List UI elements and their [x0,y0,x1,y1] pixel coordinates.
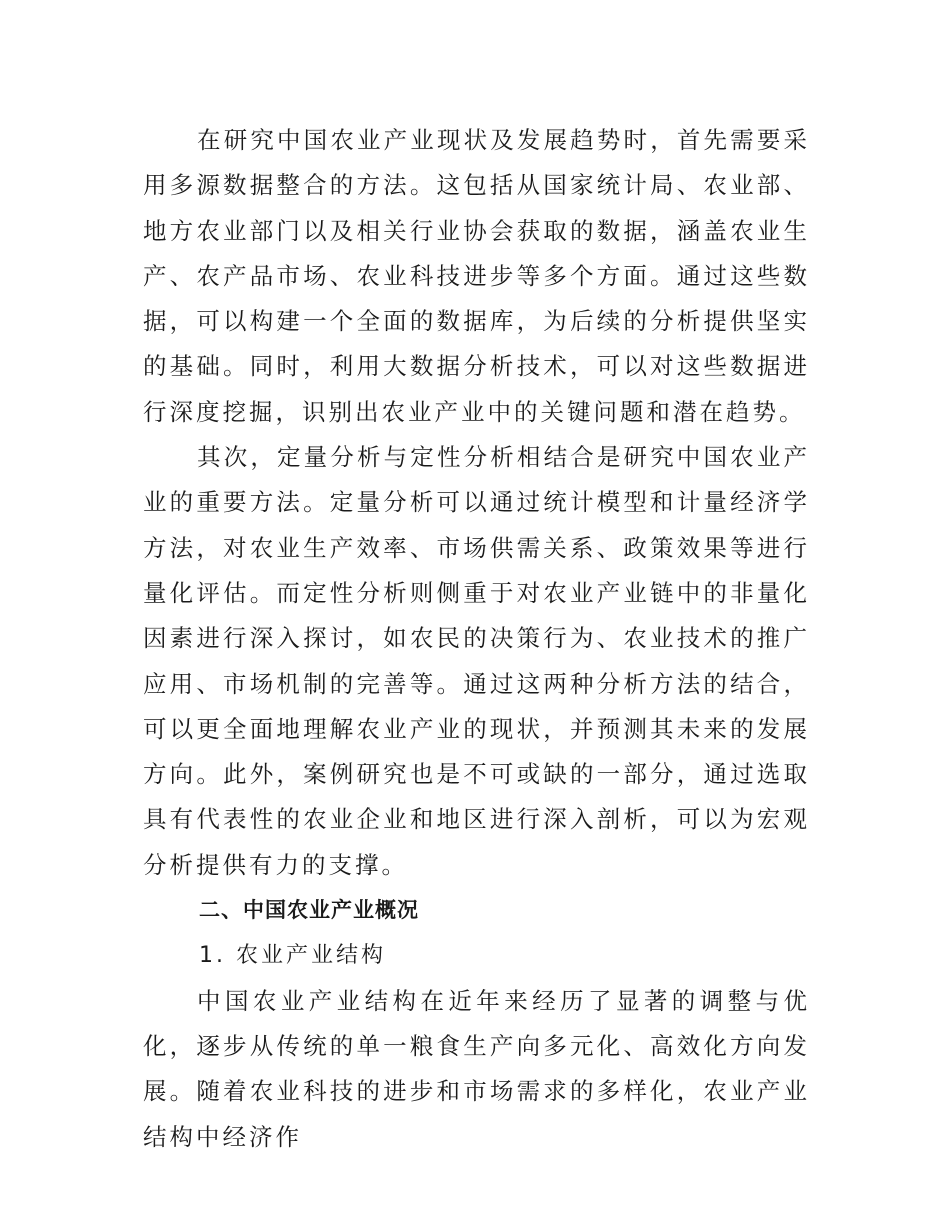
paragraph: 在研究中国农业产业现状及发展趋势时，首先需要采用多源数据整合的方法。这包括从国家统计局、农业部、地方农业部门以及相关行业协会获取的数据，涵盖农业生产、农产品市场、农业科技进步等多个方面。通过这些数据，可以构建一个全面的数据库，为后续的分析提供坚实的基础。同时，利用大数据分析技术，可以对这些数据进行深度挖掘，识别出农业产业中的关键问题和潜在趋势。 [143,126,810,426]
document-body [143,118,810,1160]
paragraph: 其次，定量分析与定性分析相结合是研究中国农业产业的重要方法。定量分析可以通过统计模型和计量经济学方法，对农业生产效率、市场供需关系、政策效果等进行量化评估。而定性分析则侧重于对农业产业链中的非量化因素进行深入探讨，如农民的决策行为、农业技术的推广应用、市场机制的完善等。通过这两种分析方法的结合，可以更全面地理解农业产业的现状，并预测其未来的发展方向。此外，案例研究也是不可或缺的一部分，通过选取具有代表性的农业企业和地区进行深入剖析，可以为宏观分析提供有力的支撑。 [143,443,810,879]
subsection-heading: 1. 农业产业结构 [199,943,386,969]
paragraph: 中国农业产业结构在近年来经历了显著的调整与优化，逐步从传统的单一粮食生产向多元化、高效化方向发展。随着农业科技的进步和市场需求的多样化，农业产业结构中经济作 [143,986,810,1151]
section-heading: 二、中国农业产业概况 [199,898,419,923]
